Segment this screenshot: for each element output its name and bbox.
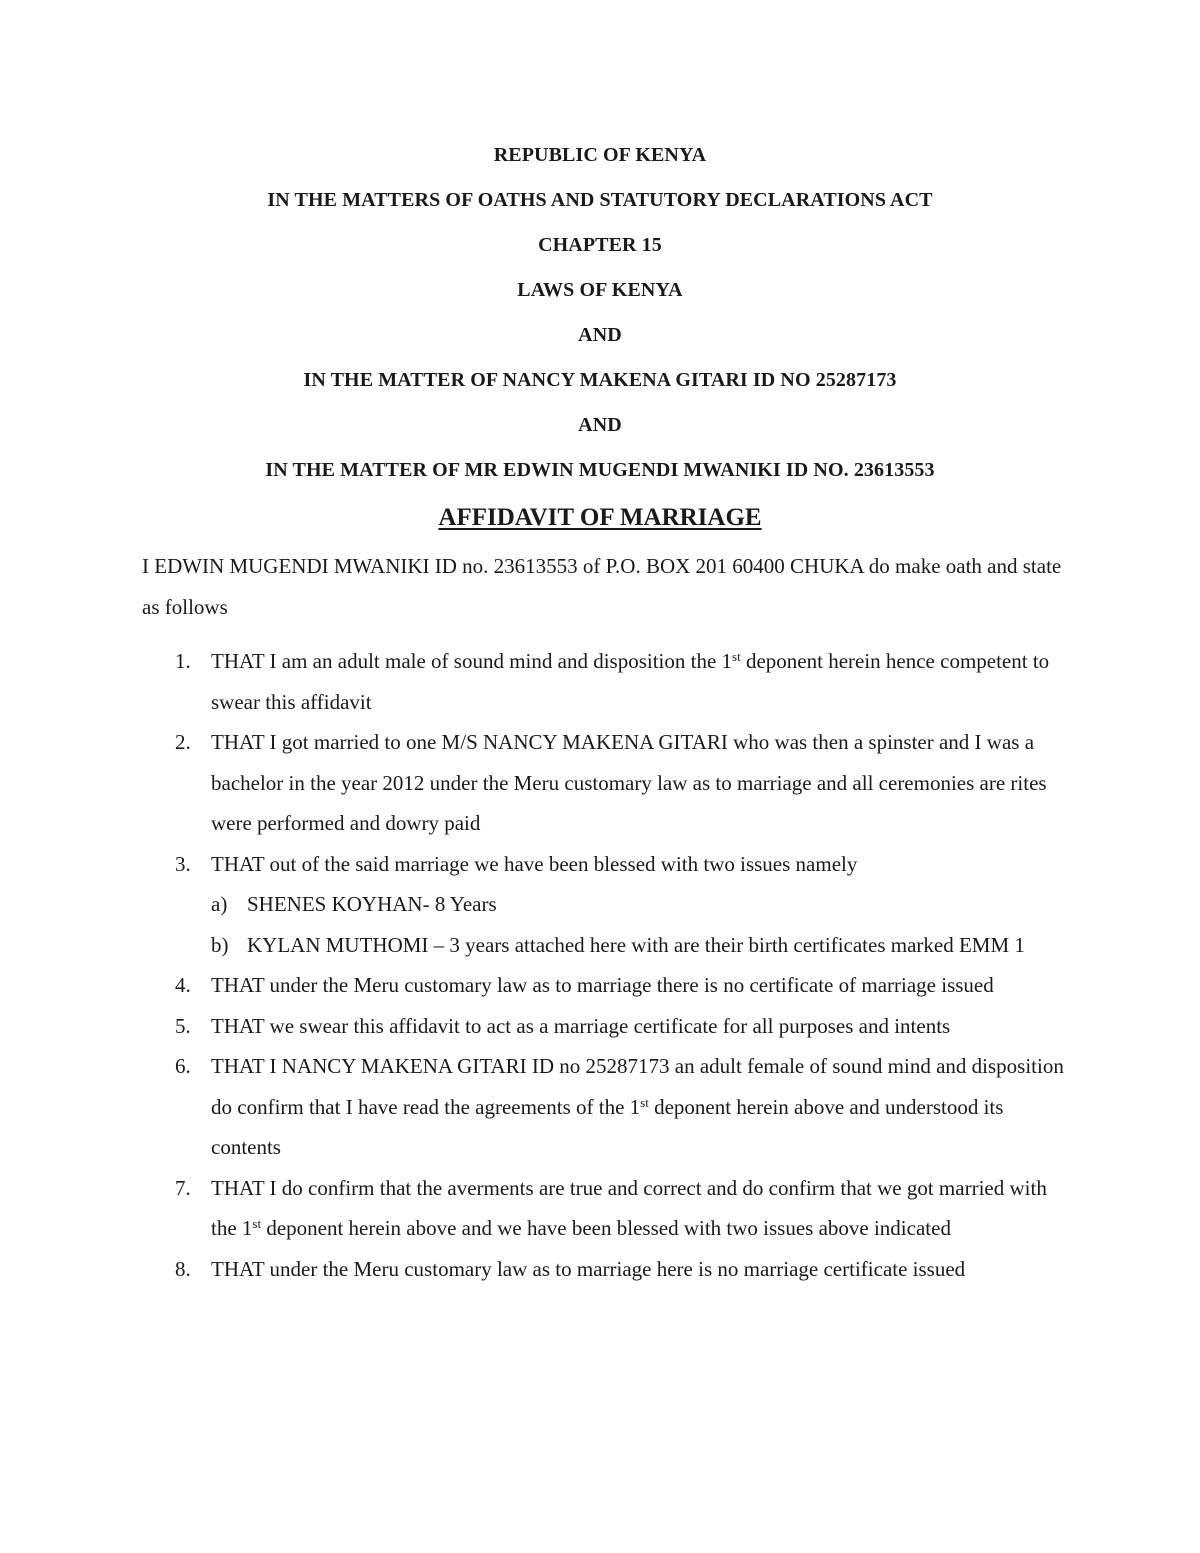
item-text: THAT out of the said marriage we have been blessed with two issues namely (211, 851, 858, 876)
intro-paragraph: I EDWIN MUGENDI MWANIKI ID no. 23613553 of P.O. BOX 201 60400 CHUKA do make oath and state as follows (142, 554, 1062, 619)
heading-matter-nancy: IN THE MATTER OF NANCY MAKENA GITARI ID NO 25287173 (303, 369, 897, 391)
item-number: 2. (175, 730, 191, 754)
item-text: THAT under the Meru customary law as to marriage there is no certificate of marriage issued (211, 973, 994, 997)
item-text: THAT I am an adult male of sound mind and disposition the 1 (211, 649, 733, 673)
item-number: 4. (175, 973, 191, 997)
document-title: AFFIDAVIT OF MARRIAGE (438, 504, 762, 531)
heading-act: IN THE MATTERS OF OATHS AND STATUTORY DECLARATIONS ACT (267, 189, 933, 211)
item-text-cont: deponent herein above and understood its contents (211, 1094, 1004, 1159)
list-item (142, 641, 1072, 722)
list-item (142, 1249, 1072, 1290)
item-number: 1. (175, 649, 191, 673)
ordinal-suffix: st (252, 1216, 262, 1231)
sub-list-item (211, 884, 1072, 925)
sub-item-text: KYLAN MUTHOMI – 3 years attached here with are their birth certificates marked EMM 1 (247, 932, 1025, 957)
ordinal-suffix: st (640, 1094, 649, 1110)
issues-sublist (211, 884, 1072, 965)
heading-and-1: AND (578, 324, 622, 346)
header-block (0, 143, 1200, 503)
item-number: 3. (175, 851, 191, 876)
ordinal-suffix: st (732, 649, 741, 664)
list-item (142, 1046, 1072, 1168)
heading-laws: LAWS OF KENYA (517, 279, 683, 301)
item-number: 7. (175, 1175, 191, 1200)
list-item (142, 722, 1072, 844)
item-text-cont: deponent herein above and we have been blessed with two issues above indicated (261, 1216, 951, 1240)
heading-and-2: AND (578, 414, 622, 436)
sub-item-letter: b) (211, 932, 229, 957)
item-text: THAT under the Meru customary law as to marriage here is no marriage certificate issued (211, 1256, 966, 1281)
item-text-cont: deponent herein hence competent to swear this affidavit (211, 649, 1050, 714)
item-number: 5. (175, 1013, 191, 1038)
list-item (142, 1006, 1072, 1047)
list-item (142, 844, 1072, 966)
item-text: THAT I NANCY MAKENA GITARI ID no 25287173 an adult female of sound mind and disposition do confirm that I have read the agreements of the 1 (211, 1054, 1064, 1119)
item-text: THAT we swear this affidavit to act as a marriage certificate for all purposes and intents (211, 1013, 951, 1038)
sub-list-item (211, 925, 1072, 966)
heading-chapter: CHAPTER 15 (538, 234, 662, 256)
declarations-list (142, 641, 1072, 1289)
heading-matter-edwin: IN THE MATTER OF MR EDWIN MUGENDI MWANIKI ID NO. 23613553 (265, 459, 935, 481)
item-number: 6. (175, 1054, 191, 1078)
list-item (142, 965, 1072, 1006)
item-text: THAT I got married to one M/S NANCY MAKENA GITARI who was then a spinster and I was a bachelor in the year 2012 under the Meru customary law as to marriage and all ceremonies are rites were performed and dowry paid (211, 730, 1047, 835)
item-number: 8. (175, 1256, 191, 1281)
item-text: THAT I do confirm that the averments are true and correct and do confirm that we got married with the 1 (211, 1175, 1047, 1240)
sub-item-text: SHENES KOYHAN- 8 Years (247, 892, 497, 916)
sub-item-letter: a) (211, 892, 228, 916)
list-item (142, 1168, 1072, 1249)
heading-republic: REPUBLIC OF KENYA (493, 144, 707, 166)
affidavit-body (142, 546, 1072, 1289)
